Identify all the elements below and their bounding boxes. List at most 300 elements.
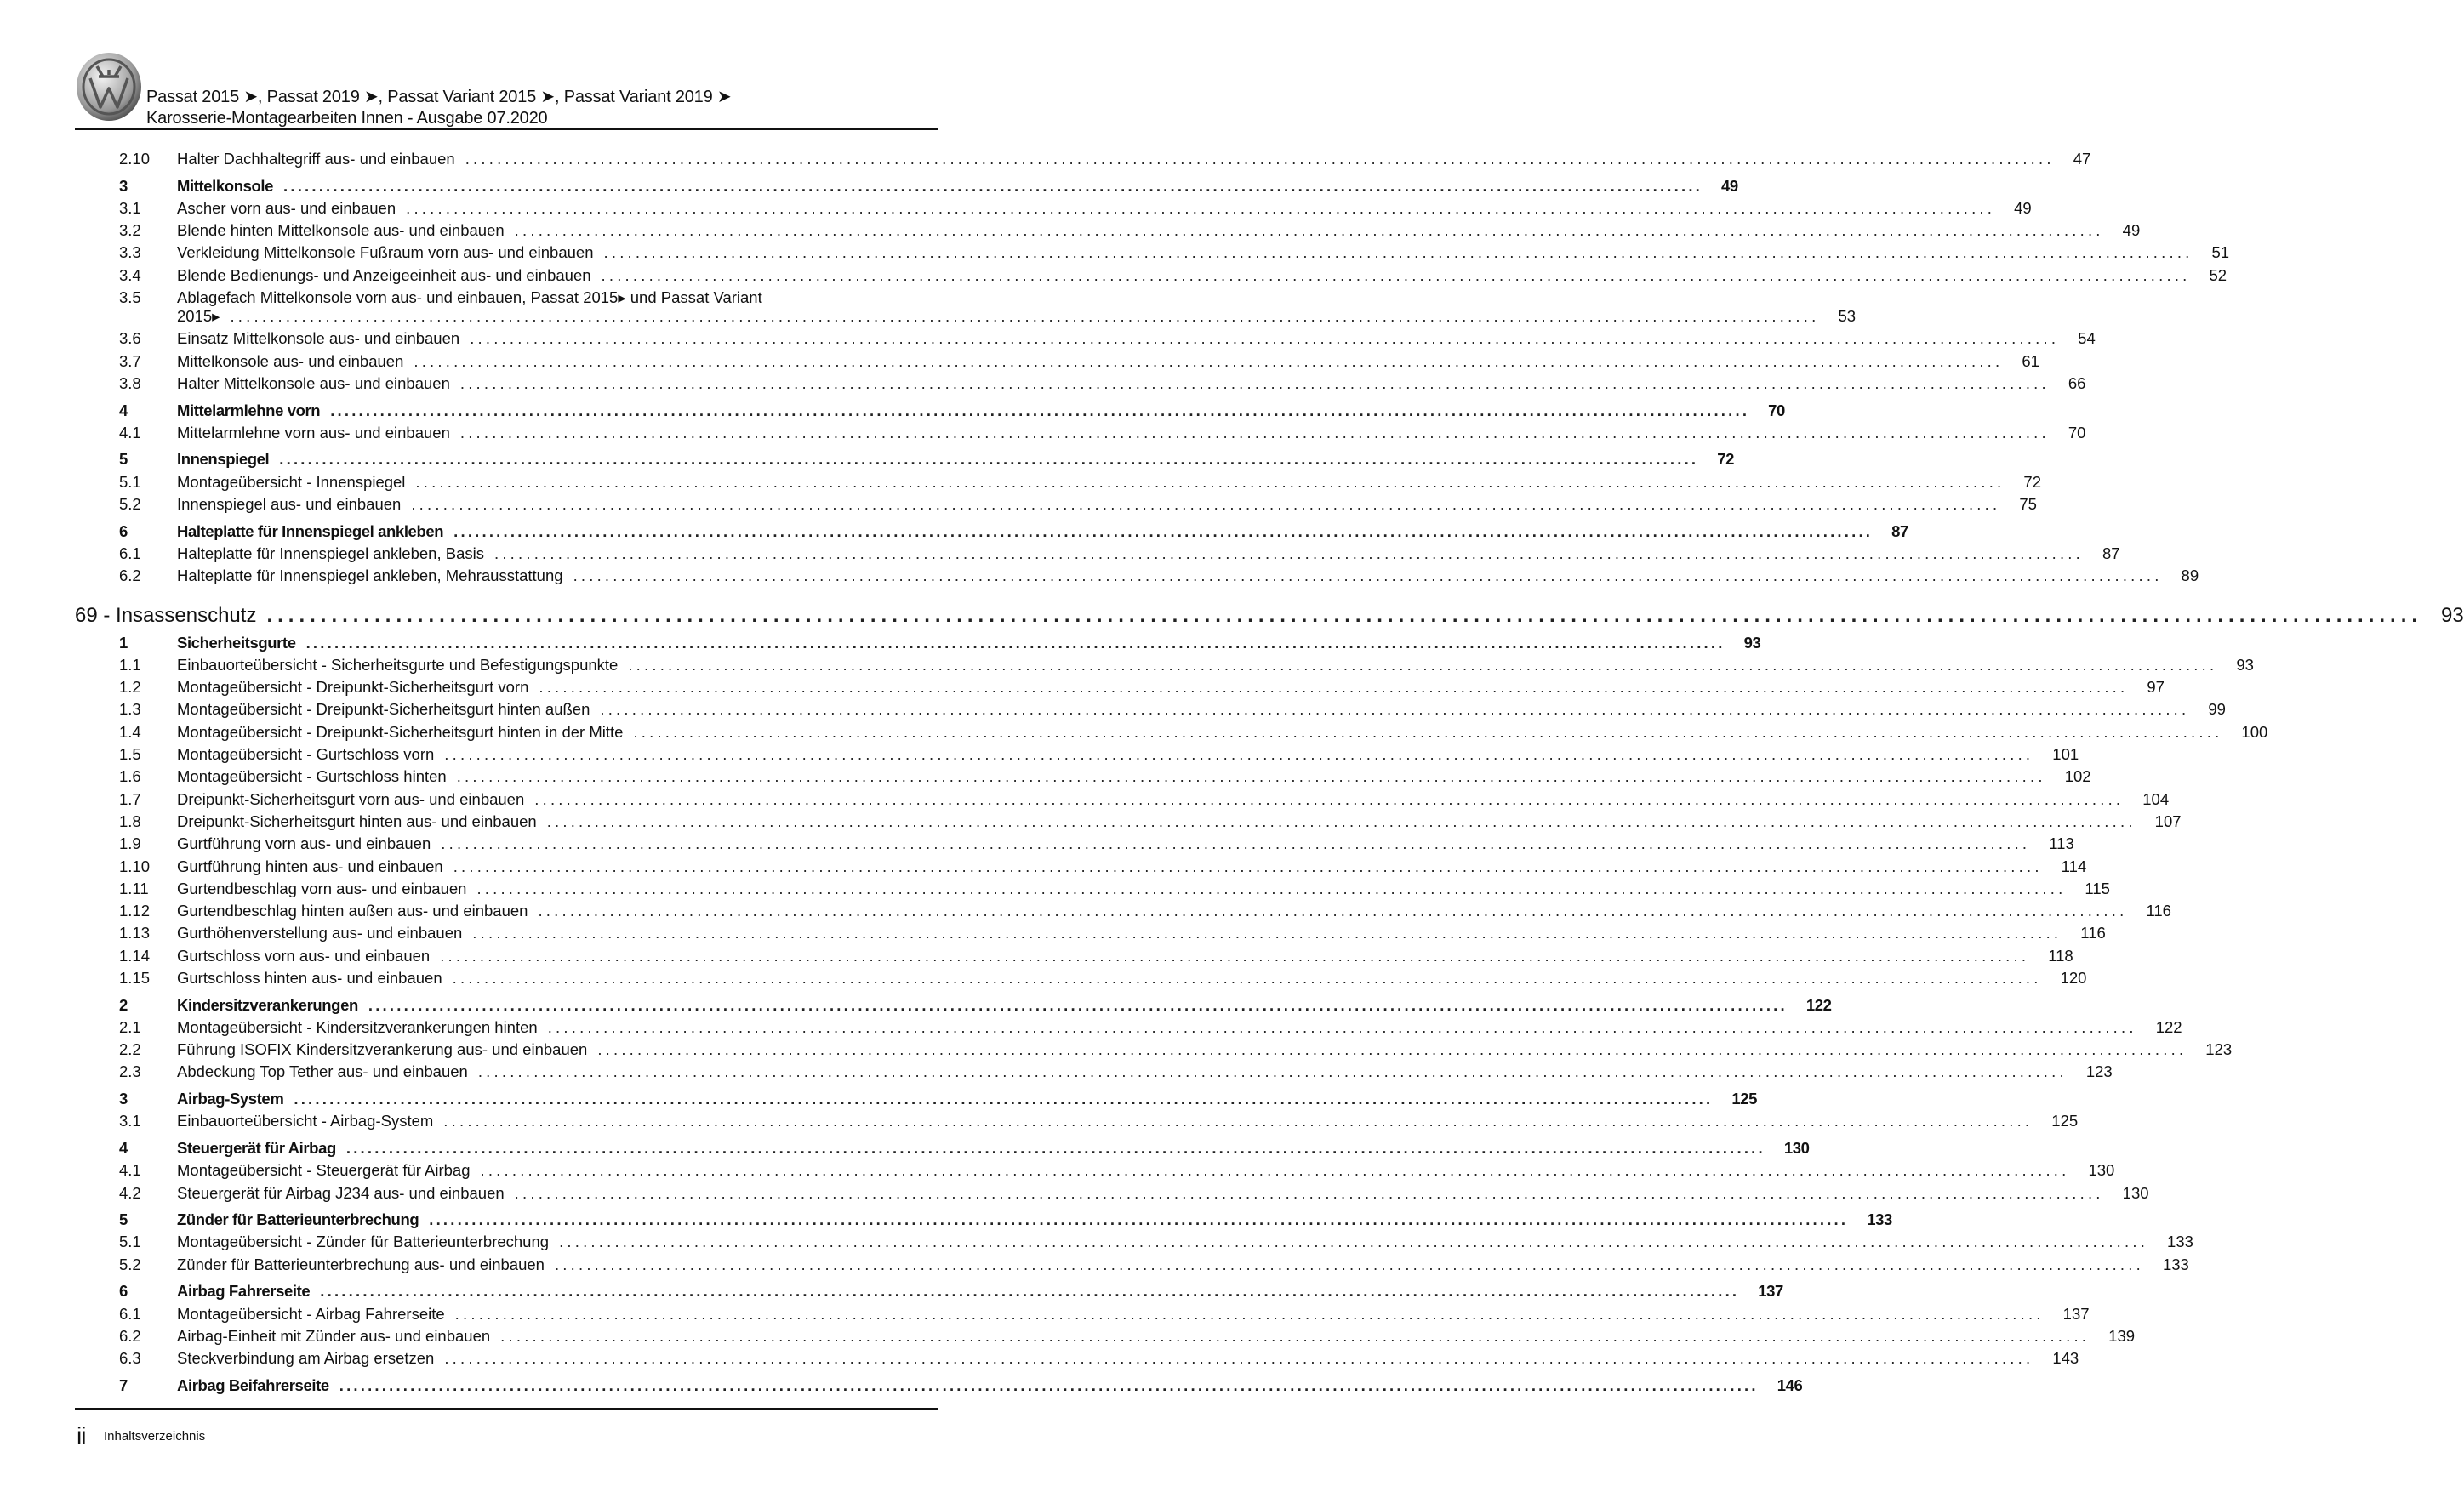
toc-entry-title[interactable]: Airbag-Einheit mit Zünder aus- und einbauen [177, 1326, 491, 1345]
toc-entry-item[interactable] [0, 1347, 2079, 1370]
toc-dot-leader: ........................................................................................................................................................................................................ [414, 351, 2004, 370]
footer-divider [75, 1408, 938, 1410]
toc-entry-title[interactable]: Gurthöhenverstellung aus- und einbauen [177, 924, 463, 942]
toc-entry-number: 1.2 [119, 678, 141, 697]
toc-entry-number: 1.1 [119, 655, 141, 674]
toc-entry-number: 1.5 [119, 745, 141, 764]
toc-entry-line [177, 400, 1785, 422]
toc-dot-leader: ........................................................................................................................................................................................................ [443, 1112, 2033, 1130]
toc-entry-number: 3.4 [119, 265, 141, 284]
toc-entry-line [177, 1280, 1783, 1302]
toc-entry-number: 5.1 [119, 1233, 141, 1251]
toc-entry-line [177, 1254, 2189, 1276]
toc-entry-number: 1.7 [119, 789, 141, 808]
toc-entry-page[interactable]: 66 [2068, 373, 2086, 392]
toc-entry-page[interactable]: 113 [2049, 834, 2074, 853]
toc-entry-page[interactable]: 130 [1783, 1138, 1810, 1157]
header-manual-title: Karosserie-Montagearbeiten Innen - Ausgabe 07.2020 [146, 109, 548, 128]
toc-entry-title[interactable]: Steckverbindung am Airbag ersetzen [177, 1349, 435, 1368]
toc-entry-item[interactable] [0, 1159, 2115, 1182]
toc-dot-leader: ........................................................................................................................................................................................................ [601, 265, 2191, 284]
header-vehicles: Passat 2015 ➤, Passat 2019 ➤, Passat Variant 2015 ➤, Passat Variant 2019 ➤ [146, 88, 732, 106]
toc-entry-line [177, 1137, 1810, 1159]
toc-entry-number: 6 [119, 521, 128, 540]
toc-entry-item[interactable] [0, 305, 1857, 327]
toc-entry-title[interactable]: Airbag Beifahrerseite [177, 1375, 329, 1394]
toc-entry-page[interactable]: 61 [2022, 351, 2039, 370]
toc-entry-item[interactable] [0, 1303, 2090, 1325]
toc-entry-item[interactable] [0, 654, 2254, 676]
toc-entry-item[interactable] [0, 698, 2226, 720]
toc-dot-leader: ........................................................................................................................................................................................................ [230, 307, 1820, 326]
toc-entry-title[interactable]: Ablagefach Mittelkonsole vorn aus- und einbauen, Passat 2015▸ und Passat Variant [177, 288, 762, 307]
toc-entry-number: 3.1 [119, 198, 141, 217]
toc-entry-line [177, 1325, 2136, 1347]
toc-entry-number: 3.3 [119, 243, 141, 262]
toc-entry-section[interactable] [0, 175, 1738, 197]
toc-entry-section[interactable] [0, 1209, 1892, 1231]
toc-entry-title[interactable]: Halter Dachhaltegriff aus- und einbauen [177, 150, 455, 168]
toc-entry-item[interactable] [0, 878, 2110, 900]
toc-entry-page[interactable]: 130 [2088, 1161, 2115, 1180]
toc-dot-leader: ........................................................................................................................................................................................................ [440, 946, 2030, 965]
toc-entry-chapter[interactable] [0, 600, 2464, 632]
toc-entry-line [177, 856, 2087, 878]
toc-entry-title[interactable]: Montageübersicht - Dreipunkt-Sicherheitsgurt vorn [177, 678, 529, 697]
toc-dot-leader: ........................................................................................................................................................................................................ [456, 767, 2046, 786]
toc-entry-number: 4.1 [119, 1161, 141, 1180]
header-divider [75, 128, 938, 130]
toc-entry-title[interactable]: Dreipunkt-Sicherheitsgurt hinten aus- und einbauen [177, 811, 537, 830]
toc-entry-section[interactable] [0, 632, 1761, 654]
toc-entry-section[interactable] [0, 994, 1832, 1016]
toc-entry-item[interactable] [0, 789, 2170, 811]
toc-entry-number: 2.1 [119, 1017, 141, 1036]
toc-dot-leader: ........................................................................................................................................................................................................ [452, 968, 2042, 987]
toc-entry-item[interactable] [0, 148, 2091, 170]
toc-entry-item[interactable] [0, 327, 2096, 350]
toc-dot-leader: ........................................................................................................................................................................................................ [368, 995, 1788, 1014]
toc-entry-page[interactable]: 122 [2155, 1017, 2182, 1036]
toc-entry-page[interactable]: 137 [2062, 1304, 2090, 1323]
toc-entry-number: 1.8 [119, 811, 141, 830]
toc-entry-item[interactable] [0, 945, 2073, 967]
toc-entry-section[interactable] [0, 1375, 1803, 1397]
toc-dot-leader: ........................................................................................................................................................................................................ [305, 633, 1725, 652]
toc-entry-page[interactable]: 72 [2023, 472, 2041, 491]
toc-entry-line [177, 1303, 2090, 1325]
toc-entry-number: 1.4 [119, 722, 141, 741]
toc-entry-number: 4 [119, 401, 128, 419]
toc-entry-line [177, 994, 1832, 1016]
toc-dot-leader: ........................................................................................................................................................................................................ [470, 329, 2060, 348]
toc-dot-leader: ........................................................................................................................................................................................................ [330, 401, 1750, 419]
toc-entry-page[interactable]: 54 [2078, 329, 2096, 348]
toc-dot-leader: ........................................................................................................................................................................................................ [494, 544, 2084, 562]
toc-entry-line [177, 305, 1857, 327]
toc-entry-page[interactable]: 137 [1758, 1282, 1783, 1301]
toc-entry-item[interactable] [0, 422, 2086, 444]
toc-entry-page[interactable]: 125 [1731, 1090, 1758, 1108]
toc-dot-leader: ........................................................................................................................................................................................................ [266, 603, 2423, 627]
toc-dot-leader: ........................................................................................................................................................................................................ [500, 1326, 2090, 1345]
toc-entry-item[interactable] [0, 833, 2074, 855]
toc-entry-title[interactable]: Zünder für Batterieunterbrechung aus- und einbauen [177, 1255, 545, 1273]
toc-entry-page[interactable]: 53 [1838, 307, 1857, 326]
toc-entry-item[interactable] [0, 471, 2041, 493]
toc-entry-page[interactable]: 120 [2060, 968, 2087, 987]
toc-entry-title[interactable]: 2015▸ [177, 307, 220, 326]
toc-entry-title[interactable]: Einsatz Mittelkonsole aus- und einbauen [177, 329, 460, 348]
toc-entry-page[interactable]: 104 [2142, 789, 2170, 808]
toc-entry-number: 6.1 [119, 1304, 141, 1323]
toc-entry-title[interactable]: Einbauorteübersicht - Sicherheitsgurte und Befestigungspunkte [177, 655, 619, 674]
toc-entry-number: 6.2 [119, 1326, 141, 1345]
toc-dot-leader: ........................................................................................................................................................................................................ [453, 521, 1874, 540]
toc-entry-page[interactable]: 47 [2073, 150, 2091, 168]
toc-dot-leader: ........................................................................................................................................................................................................ [633, 722, 2223, 741]
toc-entry-title[interactable]: Mittelarmlehne vorn aus- und einbauen [177, 423, 450, 441]
toc-dot-leader: ........................................................................................................................................................................................................ [546, 811, 2136, 830]
toc-entry-title[interactable]: Blende Bedienungs- und Anzeigeeinheit aus- und einbauen [177, 265, 591, 284]
toc-entry-page[interactable]: 93 [2441, 603, 2464, 627]
toc-entry-line [177, 1088, 1758, 1110]
toc-entry-number: 4.2 [119, 1183, 141, 1202]
toc-entry-item[interactable] [0, 743, 2079, 766]
toc-entry-item[interactable] [0, 1325, 2136, 1347]
toc-dot-leader: ........................................................................................................................................................................................................ [283, 176, 1703, 195]
toc-dot-leader: ........................................................................................................................................................................................................ [559, 1233, 2149, 1251]
toc-entry-line [177, 789, 2170, 811]
toc-entry-page[interactable]: 93 [2236, 655, 2254, 674]
toc-entry-title[interactable]: Abdeckung Top Tether aus- und einbauen [177, 1062, 468, 1081]
toc-entry-item[interactable] [0, 811, 2182, 833]
toc-entry-line [177, 197, 2032, 219]
toc-entry-number: 1.10 [119, 857, 151, 875]
vw-logo [75, 51, 143, 122]
toc-entry-title[interactable]: Steuergerät für Airbag J234 aus- und einbauen [177, 1183, 505, 1202]
toc-entry-title[interactable]: Gurtführung hinten aus- und einbauen [177, 857, 443, 875]
toc-entry-section[interactable] [0, 1088, 1758, 1110]
toc-entry-title[interactable]: Innenspiegel [177, 450, 270, 469]
toc-entry-number: 6 [119, 1282, 128, 1301]
toc-dot-leader: ........................................................................................................................................................................................................ [441, 834, 2031, 853]
toc-entry-line [177, 698, 2226, 720]
toc-entry-title[interactable]: Halteplatte für Innenspiegel ankleben, Basis [177, 544, 484, 562]
toc-entry-page[interactable]: 107 [2154, 811, 2182, 830]
toc-entry-page[interactable]: 122 [1805, 995, 1832, 1014]
toc-entry-item[interactable] [0, 922, 2106, 944]
toc-entry-line [177, 878, 2110, 900]
toc-entry-line [177, 1016, 2182, 1039]
toc-entry-page[interactable]: 101 [2052, 745, 2079, 764]
toc-entry-page[interactable]: 123 [2085, 1062, 2113, 1081]
toc-entry-page[interactable]: 146 [1777, 1375, 1803, 1394]
toc-dot-leader: ........................................................................................................................................................................................................ [477, 1062, 2068, 1081]
toc-entry-page[interactable]: 130 [2122, 1183, 2149, 1202]
toc-entry-title[interactable]: Führung ISOFIX Kindersitzverankerung aus- und einbauen [177, 1040, 588, 1059]
toc-entry-line [177, 967, 2087, 989]
toc-entry-number: 3.5 [119, 288, 141, 307]
toc-entry-title[interactable]: Montageübersicht - Kindersitzverankerungen hinten [177, 1017, 538, 1036]
toc-dot-leader: ........................................................................................................................................................................................................ [600, 700, 2190, 719]
toc-entry-number: 3.1 [119, 1112, 141, 1130]
toc-entry-title[interactable]: Steuergerät für Airbag [177, 1138, 336, 1157]
toc-entry-page[interactable]: 133 [2167, 1233, 2193, 1251]
footer-label: Inhaltsverzeichnis [104, 1429, 206, 1444]
toc-entry-number: 1 [119, 633, 128, 652]
toc-entry-line [177, 1182, 2149, 1204]
toc-entry-number: 3 [119, 1090, 128, 1108]
toc-entry-page[interactable]: 49 [1721, 176, 1738, 195]
toc-entry-number: 1.6 [119, 767, 141, 786]
toc-entry-title[interactable]: Gurtendbeschlag vorn aus- und einbauen [177, 879, 467, 897]
toc-entry-item[interactable] [0, 350, 2039, 373]
toc-entry-title[interactable]: Kindersitzverankerungen [177, 995, 358, 1014]
table-of-contents [0, 148, 2464, 1397]
toc-entry-page[interactable]: 72 [1717, 450, 1735, 469]
toc-entry-item[interactable] [0, 900, 2171, 922]
toc-dot-leader: ........................................................................................................................................................................................................ [459, 373, 2050, 392]
toc-dot-leader: ........................................................................................................................................................................................................ [453, 857, 2043, 875]
toc-dot-leader: ........................................................................................................................................................................................................ [538, 902, 2128, 920]
toc-entry-page[interactable]: 115 [2085, 879, 2110, 897]
toc-dot-leader: ........................................................................................................................................................................................................ [534, 789, 2125, 808]
toc-entry-line [177, 327, 2096, 350]
toc-entry-title[interactable]: Montageübersicht - Zünder für Batterieunterbrechung [177, 1233, 550, 1251]
toc-entry-page[interactable]: 133 [1867, 1210, 1892, 1229]
toc-dot-leader: ........................................................................................................................................................................................................ [603, 243, 2193, 262]
toc-entry-line [177, 766, 2091, 788]
toc-entry-page[interactable]: 75 [2019, 495, 2037, 514]
toc-entry-item[interactable] [0, 1039, 2233, 1061]
toc-entry-page[interactable]: 51 [2211, 243, 2230, 262]
toc-entry-title[interactable]: Montageübersicht - Gurtschloss vorn [177, 745, 435, 764]
toc-entry-number: 1.13 [119, 924, 151, 942]
toc-entry-number: 6.3 [119, 1349, 141, 1368]
toc-entry-page[interactable]: 116 [2146, 902, 2171, 920]
toc-entry-page[interactable]: 118 [2048, 946, 2073, 965]
toc-entry-number: 2.2 [119, 1040, 141, 1059]
toc-entry-line [177, 654, 2254, 676]
toc-entry-title[interactable]: Mittelkonsole [177, 176, 274, 195]
toc-entry-title[interactable]: Blende hinten Mittelkonsole aus- und einbauen [177, 221, 505, 240]
toc-entry-title[interactable]: Halteplatte für Innenspiegel ankleben [177, 521, 444, 540]
toc-entry-title[interactable]: Montageübersicht - Dreipunkt-Sicherheitsgurt hinten in der Mitte [177, 722, 624, 741]
toc-dot-leader: ........................................................................................................................................................................................................ [294, 1090, 1714, 1108]
toc-entry-item[interactable] [0, 493, 2037, 515]
toc-entry-title[interactable]: Dreipunkt-Sicherheitsgurt vorn aus- und einbauen [177, 789, 525, 808]
toc-entry-title[interactable]: Halter Mittelkonsole aus- und einbauen [177, 373, 450, 392]
toc-entry-line [177, 148, 2091, 170]
toc-dot-leader: ........................................................................................................................................................................................................ [444, 745, 2034, 764]
toc-dot-leader: ........................................................................................................................................................................................................ [472, 924, 2062, 942]
toc-entry-number: 5.2 [119, 1255, 141, 1273]
toc-entry-number: 3 [119, 176, 128, 195]
toc-entry-page[interactable]: 93 [1743, 633, 1761, 652]
toc-entry-number: 3.6 [119, 329, 141, 348]
toc-entry-line [177, 422, 2086, 444]
toc-entry-item[interactable] [0, 1061, 2113, 1083]
toc-entry-number: 5 [119, 450, 128, 469]
toc-entry-section[interactable] [0, 400, 1785, 422]
toc-entry-number: 2.3 [119, 1062, 141, 1081]
toc-dot-leader: ........................................................................................................................................................................................................ [454, 1304, 2045, 1323]
toc-dot-leader: ........................................................................................................................................................................................................ [547, 1017, 2137, 1036]
toc-entry-page[interactable]: 143 [2052, 1349, 2079, 1368]
toc-entry-page[interactable]: 49 [2014, 198, 2032, 217]
toc-entry-page[interactable]: 70 [1768, 401, 1785, 419]
toc-entry-title[interactable]: Montageübersicht - Innenspiegel [177, 472, 406, 491]
toc-entry-number: 3.8 [119, 373, 141, 392]
toc-entry-item[interactable] [0, 1254, 2189, 1276]
toc-entry-page[interactable]: 70 [2068, 423, 2086, 441]
toc-dot-leader: ........................................................................................................................................................................................................ [345, 1138, 1765, 1157]
toc-entry-number: 7 [119, 1375, 128, 1394]
toc-entry-item[interactable] [0, 1182, 2149, 1204]
toc-entry-page[interactable]: 89 [2181, 567, 2199, 585]
toc-entry-section[interactable] [0, 521, 1908, 543]
toc-dot-leader: ........................................................................................................................................................................................................ [539, 678, 2129, 697]
toc-entry-line [177, 721, 2268, 743]
toc-dot-leader: ........................................................................................................................................................................................................ [406, 198, 1996, 217]
toc-entry-title[interactable]: Airbag-System [177, 1090, 284, 1108]
toc-entry-number: 3.7 [119, 351, 141, 370]
toc-entry-title[interactable]: Gurtschloss vorn aus- und einbauen [177, 946, 431, 965]
toc-entry-page[interactable]: 114 [2061, 857, 2087, 875]
toc-entry-number: 1.11 [119, 879, 149, 897]
toc-entry-line [177, 242, 2230, 264]
toc-entry-number: 4.1 [119, 423, 141, 441]
toc-entry-page[interactable]: 87 [2102, 544, 2120, 562]
toc-entry-title[interactable]: Verkleidung Mittelkonsole Fußraum vorn aus- und einbauen [177, 243, 594, 262]
toc-entry-number: 5.1 [119, 472, 141, 491]
toc-entry-title[interactable]: Montageübersicht - Steuergerät für Airbag [177, 1161, 471, 1180]
toc-dot-leader: ........................................................................................................................................................................................................ [339, 1375, 1759, 1394]
toc-entry-number: 6.1 [119, 544, 141, 562]
toc-entry-page[interactable]: 49 [2122, 221, 2141, 240]
toc-entry-title[interactable]: 69 - Insassenschutz [75, 603, 257, 627]
toc-entry-line [177, 900, 2171, 922]
toc-entry-line [177, 1039, 2233, 1061]
toc-dot-leader: ........................................................................................................................................................................................................ [279, 450, 1699, 469]
toc-entry-item[interactable] [0, 197, 2032, 219]
toc-entry-title[interactable]: Mittelkonsole aus- und einbauen [177, 351, 404, 370]
toc-entry-line [177, 1375, 1803, 1397]
toc-dot-leader: ........................................................................................................................................................................................................ [514, 1183, 2104, 1202]
toc-entry-page[interactable]: 99 [2208, 700, 2226, 719]
toc-dot-leader: ........................................................................................................................................................................................................ [320, 1282, 1740, 1301]
toc-entry-title[interactable]: Einbauorteübersicht - Airbag-System [177, 1112, 434, 1130]
toc-entry-title[interactable]: Montageübersicht - Dreipunkt-Sicherheitsgurt hinten außen [177, 700, 590, 719]
toc-entry-line [177, 945, 2073, 967]
toc-entry-line [177, 1110, 2079, 1132]
toc-entry-page[interactable]: 116 [2080, 924, 2106, 942]
toc-entry-line [177, 219, 2141, 242]
toc-entry-number: 1.15 [119, 968, 151, 987]
toc-entry-item[interactable] [0, 856, 2087, 878]
toc-entry-line [177, 493, 2037, 515]
toc-entry-item[interactable] [0, 1110, 2079, 1132]
toc-entry-title[interactable]: Sicherheitsgurte [177, 633, 296, 652]
toc-entry-line [177, 1061, 2113, 1083]
toc-entry-line [177, 632, 1761, 654]
toc-entry-item[interactable] [0, 721, 2268, 743]
toc-entry-item[interactable] [0, 1231, 2193, 1253]
toc-entry-line [177, 350, 2039, 373]
toc-entry-item[interactable] [0, 1016, 2182, 1039]
toc-entry-item[interactable] [0, 676, 2165, 698]
toc-dot-leader: ........................................................................................................................................................................................................ [429, 1210, 1849, 1229]
toc-entry-section[interactable] [0, 1137, 1810, 1159]
toc-entry-title[interactable]: Gurtführung vorn aus- und einbauen [177, 834, 431, 853]
toc-entry-line [177, 811, 2182, 833]
toc-entry-number: 2.10 [119, 150, 151, 168]
toc-entry-section[interactable] [0, 1280, 1783, 1302]
toc-entry-page[interactable]: 87 [1891, 521, 1908, 540]
toc-entry-item[interactable] [0, 242, 2230, 264]
toc-dot-leader: ........................................................................................................................................................................................................ [628, 655, 2218, 674]
toc-dot-leader: ........................................................................................................................................................................................................ [514, 221, 2104, 240]
toc-dot-leader: ........................................................................................................................................................................................................ [415, 472, 2005, 491]
toc-entry-number: 5.2 [119, 495, 141, 514]
toc-entry-number: 3.2 [119, 221, 141, 240]
toc-entry-number: 1.3 [119, 700, 141, 719]
toc-entry-line [177, 743, 2079, 766]
toc-entry-first-line[interactable] [0, 287, 1055, 305]
toc-entry-page[interactable]: 133 [2162, 1255, 2189, 1273]
toc-entry-number: 1.14 [119, 946, 151, 965]
toc-entry-item[interactable] [0, 219, 2141, 242]
toc-entry-line [177, 1159, 2115, 1182]
toc-entry-item[interactable] [0, 766, 2091, 788]
toc-entry-line [177, 373, 2086, 395]
toc-entry-section[interactable] [0, 448, 1735, 470]
toc-entry-page[interactable]: 97 [2147, 678, 2165, 697]
toc-entry-title[interactable]: Gurtschloss hinten aus- und einbauen [177, 968, 442, 987]
toc-entry-item[interactable] [0, 565, 2199, 587]
toc-entry-page[interactable]: 52 [2209, 265, 2227, 284]
toc-entry-title[interactable]: Innenspiegel aus- und einbauen [177, 495, 402, 514]
toc-entry-line [177, 833, 2074, 855]
toc-entry-title[interactable]: Montageübersicht - Gurtschloss hinten [177, 767, 447, 786]
toc-entry-page[interactable]: 125 [2051, 1112, 2079, 1130]
toc-entry-title[interactable]: Gurtendbeschlag hinten außen aus- und einbauen [177, 902, 528, 920]
toc-dot-leader: ........................................................................................................................................................................................................ [480, 1161, 2070, 1180]
toc-entry-line [177, 565, 2199, 587]
toc-entry-title[interactable]: Ascher vorn aus- und einbauen [177, 198, 396, 217]
toc-entry-title[interactable]: Airbag Fahrerseite [177, 1282, 311, 1301]
toc-entry-page[interactable]: 123 [2205, 1040, 2233, 1059]
toc-entry-title[interactable]: Halteplatte für Innenspiegel ankleben, Mehrausstattung [177, 567, 563, 585]
toc-entry-title[interactable]: Mittelarmlehne vorn [177, 401, 321, 419]
toc-entry-item[interactable] [0, 373, 2086, 395]
toc-entry-number: 6.2 [119, 567, 141, 585]
toc-entry-page[interactable]: 100 [2241, 722, 2268, 741]
toc-dot-leader: ........................................................................................................................................................................................................ [597, 1040, 2187, 1059]
toc-entry-line [177, 471, 2041, 493]
toc-dot-leader: ........................................................................................................................................................................................................ [573, 567, 2163, 585]
toc-entry-page[interactable]: 102 [2064, 767, 2091, 786]
toc-entry-item[interactable] [0, 543, 2120, 565]
toc-dot-leader: ........................................................................................................................................................................................................ [476, 879, 2067, 897]
toc-entry-line [177, 922, 2106, 944]
toc-entry-title[interactable]: Montageübersicht - Airbag Fahrerseite [177, 1304, 445, 1323]
toc-entry-item[interactable] [0, 967, 2087, 989]
toc-entry-page[interactable]: 139 [2108, 1326, 2136, 1345]
toc-entry-item[interactable] [0, 265, 2227, 287]
toc-entry-title[interactable]: Zünder für Batterieunterbrechung [177, 1210, 419, 1229]
